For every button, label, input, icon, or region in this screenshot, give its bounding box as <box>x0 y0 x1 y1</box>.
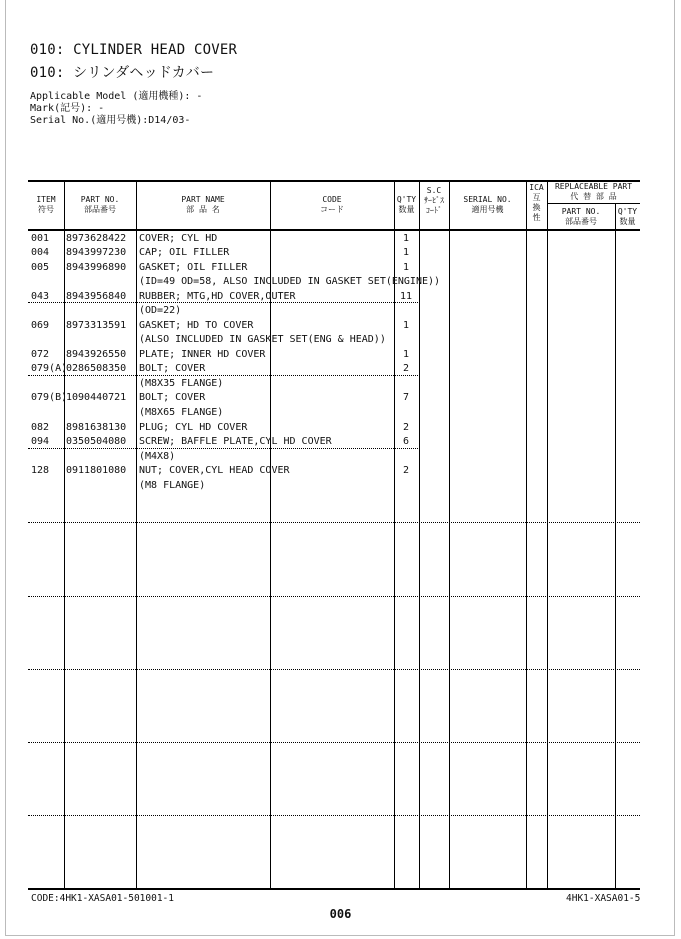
row-part-no: 0350504080 <box>66 436 127 447</box>
row-separator <box>28 302 418 303</box>
row-part-name: BOLT; COVER <box>139 392 206 403</box>
row-part-name: SCREW; BAFFLE PLATE,CYL HD COVER <box>139 436 332 447</box>
row-part-no: 8981638130 <box>66 422 127 433</box>
row-part-name: NUT; COVER,CYL HEAD COVER <box>139 465 290 476</box>
row-item: 043 <box>31 291 50 302</box>
section-separator <box>28 522 640 523</box>
row-qty: 1 <box>402 233 410 244</box>
row-part-no: 0911801080 <box>66 465 127 476</box>
row-qty: 2 <box>402 363 410 374</box>
row-part-name: PLUG; CYL HD COVER <box>139 422 248 433</box>
row-item: 004 <box>31 247 50 258</box>
row-part-note: (OD=22) <box>139 305 182 316</box>
table-bottom-rule <box>28 888 640 890</box>
header-part-name: PART NAME 部 品 名 <box>181 195 225 214</box>
row-item: 079(A) <box>31 363 68 374</box>
serial-no: Serial No.(適用号機):D14/03- <box>30 115 191 126</box>
row-item: 128 <box>31 465 50 476</box>
row-part-name: GASKET; OIL FILLER <box>139 262 248 273</box>
row-item: 082 <box>31 422 50 433</box>
section-separator <box>28 815 640 816</box>
row-part-note: (M8 FLANGE) <box>139 480 206 491</box>
header-part-no: PART NO. 部品番号 <box>80 195 120 214</box>
row-qty: 7 <box>402 392 410 403</box>
mark: Mark(記号): - <box>30 103 105 114</box>
row-qty: 1 <box>402 320 410 331</box>
row-part-name: COVER; CYL HD <box>139 233 218 244</box>
col-sep <box>526 182 527 888</box>
row-part-name: BOLT; COVER <box>139 363 206 374</box>
row-qty: 1 <box>402 349 410 360</box>
row-part-no: 0286508350 <box>66 363 127 374</box>
row-part-no: 1090440721 <box>66 392 127 403</box>
row-part-note: (ALSO INCLUDED IN GASKET SET(ENG & HEAD)) <box>139 334 386 345</box>
page-number: 006 <box>329 907 352 921</box>
header-serial: SERIAL NO. 適用号機 <box>463 195 512 214</box>
col-sep <box>449 182 450 888</box>
col-sep <box>64 182 65 888</box>
row-part-note: (M4X8) <box>139 451 176 462</box>
row-qty: 6 <box>402 436 410 447</box>
row-separator <box>28 448 418 449</box>
col-sep <box>136 182 137 888</box>
header-code: CODE コード <box>320 195 344 214</box>
row-item: 001 <box>31 233 50 244</box>
row-qty: 2 <box>402 465 410 476</box>
row-separator <box>28 375 418 376</box>
row-item: 069 <box>31 320 50 331</box>
header-qty: Q'TY 数量 <box>396 195 417 214</box>
footer-ref: 4HK1-XASA01-5 <box>566 893 641 904</box>
row-part-no: 8973628422 <box>66 233 127 244</box>
title-japanese: 010: シリンダヘッドカバー <box>30 65 215 81</box>
header-item: ITEM 符号 <box>36 195 56 214</box>
col-sep <box>547 182 548 888</box>
footer-code: CODE:4HK1-XASA01-501001-1 <box>31 893 174 904</box>
row-item: 094 <box>31 436 50 447</box>
section-separator <box>28 596 640 597</box>
row-part-no: 8943996890 <box>66 262 127 273</box>
applicable-model: Applicable Model (適用機種): - <box>30 91 203 102</box>
row-qty: 2 <box>402 422 410 433</box>
row-part-no: 8943956840 <box>66 291 127 302</box>
row-part-name: PLATE; INNER HD COVER <box>139 349 266 360</box>
section-separator <box>28 669 640 670</box>
row-part-note: (M8X65 FLANGE) <box>139 407 224 418</box>
header-replaceable-part-no: PART NO. 部品番号 <box>561 207 601 226</box>
header-bottom-rule <box>28 229 640 231</box>
col-sep <box>615 204 616 888</box>
row-qty: 11 <box>399 291 413 302</box>
row-item: 005 <box>31 262 50 273</box>
row-part-name: GASKET; HD TO COVER <box>139 320 254 331</box>
header-sc: S.C ｻｰﾋﾞｽ ｺｰﾄﾞ <box>424 186 444 215</box>
row-qty: 1 <box>402 262 410 273</box>
row-qty: 1 <box>402 247 410 258</box>
row-part-no: 8973313591 <box>66 320 127 331</box>
row-item: 079(B) <box>31 392 68 403</box>
row-part-note: (M8X35 FLANGE) <box>139 378 224 389</box>
row-part-name: CAP; OIL FILLER <box>139 247 230 258</box>
header-replaceable: REPLACEABLE PART 代 替 部 品 <box>554 182 633 201</box>
section-separator <box>28 742 640 743</box>
replaceable-split-rule <box>547 203 640 204</box>
row-part-no: 8943997230 <box>66 247 127 258</box>
row-item: 072 <box>31 349 50 360</box>
header-replaceable-qty: Q'TY 数量 <box>617 207 638 226</box>
row-part-no: 8943926550 <box>66 349 127 360</box>
title-english: 010: CYLINDER HEAD COVER <box>30 42 238 58</box>
row-part-note: (ID=49 OD=58, ALSO INCLUDED IN GASKET SET(ENGINE)) <box>139 276 441 287</box>
header-ica: ICA 互 換 性 <box>529 183 544 222</box>
row-part-name: RUBBER; MTG,HD COVER,OUTER <box>139 291 296 302</box>
